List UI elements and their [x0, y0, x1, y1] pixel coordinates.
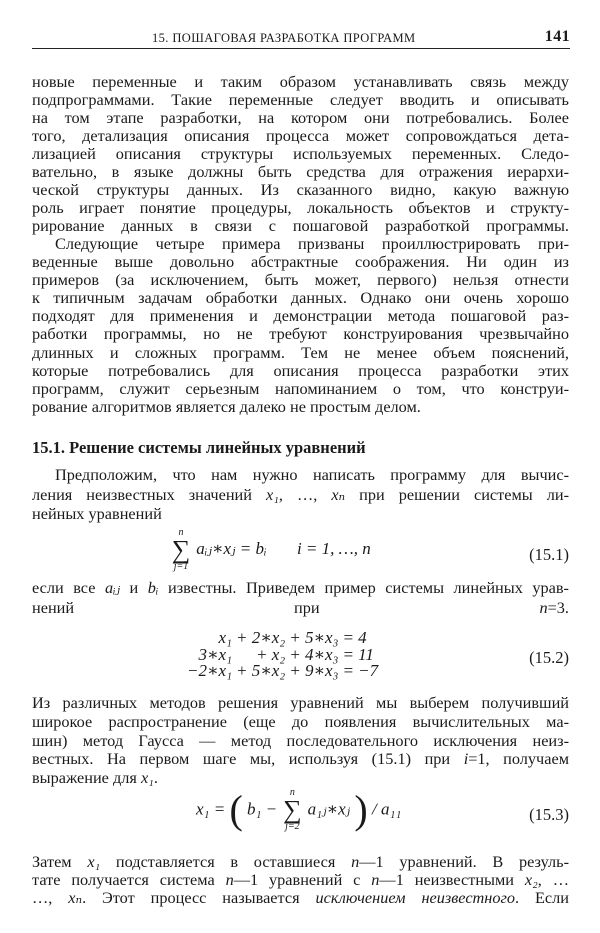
sigma-icon: ∑: [283, 794, 302, 824]
equation-term: 3∗x₁: [198, 644, 232, 664]
equation-term: = 4: [342, 628, 367, 647]
text-line: того, детализация описания процесса может сопровождаться дета-: [32, 126, 569, 145]
text-line: подпрограммами. Такие переменные следует вводить и описывать: [32, 90, 569, 109]
paragraph-5: [32, 694, 569, 788]
sigma-icon: ∑: [171, 535, 191, 564]
text-line: на том этапе разработки, на котором они потребовались. Более: [32, 108, 569, 127]
equation-term: + x₂: [256, 644, 286, 664]
equation-term: + 4∗x₃: [289, 644, 339, 664]
text-line: …, xₙ. Этот процесс называется исключением неизвестного. Если: [32, 888, 569, 908]
section-heading: 15.1. Решение системы линейных уравнений: [32, 438, 366, 457]
equation-divisor: / a₁₁: [371, 799, 402, 819]
text-line: Следующие четыре примера призваны проиллюстрировать при-: [55, 234, 569, 253]
text-line: к типичным задачам обработки данных. Однако они очень хорошо: [32, 288, 569, 308]
math-symbol: n: [351, 852, 360, 871]
equation-term: −2∗x₁: [187, 661, 232, 681]
text-line: новые переменные и таким образом устанавливать связь между: [32, 72, 569, 91]
equation-term: + 2∗x₂: [235, 628, 286, 647]
equation-term-b: b₁ −: [247, 799, 278, 819]
equation-number-15-3: (15.3): [529, 805, 569, 824]
text-line: роль играет понятие процедуры, локальность объектов и структу-: [32, 198, 569, 217]
text-line: нейных уравнений: [32, 504, 162, 523]
sum-upper-limit: n: [289, 786, 295, 798]
equation-row: [185, 663, 380, 680]
equation-term: + 5∗x₃: [289, 628, 339, 647]
sum-lower-limit: j=2: [285, 820, 300, 832]
header-rule: [32, 48, 570, 49]
math-symbol: исключением неизвестного: [315, 888, 516, 908]
sum-upper-limit: n: [178, 527, 184, 538]
text-line: примеров (за исключением, быть может, первого) нельзя отнести: [32, 270, 569, 290]
equation-lhs: x₁ =: [196, 799, 226, 819]
paragraph-1: [32, 73, 569, 235]
math-symbol: n: [539, 598, 548, 617]
equation-15-2: [185, 630, 380, 680]
text-line: веденные выше довольно абстрактные соображения. Ни один из: [32, 252, 569, 272]
text-line: рование алгоритмов является далеко не простым делом.: [32, 396, 421, 416]
text-line: выражение для x₁.: [32, 768, 158, 788]
text-line: рирование данных в связи с пошаговой разработкой программы.: [32, 216, 569, 235]
equation-condition: i = 1, …, n: [296, 538, 371, 558]
text-line: ческой структуры данных. Из сказанного видно, какую важную: [32, 180, 569, 199]
text-line: лизацией описания структуры используемых переменных. Следо-: [32, 144, 569, 163]
sum-symbol: [281, 788, 303, 832]
paragraph-2: [32, 235, 569, 416]
page-number: 141: [544, 28, 570, 45]
equation-number-15-1: (15.1): [529, 545, 569, 564]
equation-term: = −7: [342, 661, 379, 681]
text-line: вательно, в языке должны быть средства для отражения иерархи-: [32, 162, 569, 181]
math-symbol: xₙ: [68, 888, 83, 908]
equation-system: [185, 630, 380, 680]
math-symbol: n: [225, 870, 234, 890]
text-line: программ, служит серьезным напоминанием о том, что конструи-: [32, 378, 569, 398]
paragraph-4: [32, 578, 569, 618]
text-line: Затем x₁ подставляется в оставшиеся n—1 уравнений. В резуль-: [32, 852, 569, 871]
text-line: Из различных методов решения уравнений мы выберем получивший: [32, 693, 569, 712]
equation-term: = 11: [342, 644, 374, 664]
text-line: тате получается система n—1 уравнений с n—1 неизвестными x₂, …: [32, 870, 570, 890]
math-symbol: x₁: [265, 484, 279, 504]
math-symbol: bᵢ: [147, 578, 159, 597]
math-symbol: xₙ: [331, 484, 346, 504]
math-symbol: x₁: [87, 852, 101, 871]
text-line: подходят для применения и демонстрации метода пошаговой раз-: [32, 306, 569, 326]
text-line: которые потребовались для описания процесса разработки этих: [32, 360, 569, 380]
text-line: если все aᵢⱼ и bᵢ известны. Приведем пример системы линейных урав-: [32, 578, 569, 597]
equation-term: + 5∗x₂: [235, 661, 286, 681]
text-line: Предположим, что нам нужно написать программу для вычис-: [55, 465, 569, 484]
open-paren: (: [229, 787, 243, 832]
text-line: работки программы, но не требуют конструирования чрезвычайно: [32, 324, 569, 344]
text-line: вестных. На первом шаге мы, используя (15.1) при i=1, получаем: [32, 749, 570, 769]
math-symbol: i: [463, 749, 469, 769]
running-header: [32, 28, 570, 48]
sum-symbol: [170, 528, 192, 572]
equation-term: + 9∗x₃: [289, 661, 339, 681]
equation-15-3: [196, 786, 401, 833]
equation-number-15-2: (15.2): [529, 648, 569, 667]
paragraph-6: [32, 853, 569, 908]
close-paren: ): [354, 787, 368, 832]
equation-term: x₁: [218, 628, 232, 647]
math-symbol: x₁: [140, 768, 154, 788]
text-line: нений при n=3.: [32, 598, 569, 617]
text-line: широкое распространение (еще до появления вычислительных ма-: [32, 711, 569, 731]
math-symbol: aᵢⱼ: [104, 578, 121, 597]
chapter-title: 15. ПОШАГОВАЯ РАЗРАБОТКА ПРОГРАММ: [152, 31, 416, 45]
paragraph-3: [32, 465, 569, 524]
sum-lower-limit: j=1: [173, 561, 189, 572]
equation-body: aᵢⱼ∗xⱼ = bᵢ: [196, 538, 267, 558]
text-line: длинных и сложных программ. Тем не менее объем пояснений,: [32, 342, 569, 362]
math-symbol: x₂: [524, 870, 538, 890]
equation-15-1: [170, 528, 570, 572]
text-line: шин) метод Гаусса — метод последовательного исключения неиз-: [32, 730, 569, 750]
math-symbol: n: [371, 870, 380, 890]
equation-sum-term: a₁ⱼ∗xⱼ: [307, 799, 351, 819]
text-line: ления неизвестных значений x₁, …, xₙ при решении системы ли-: [32, 484, 569, 504]
